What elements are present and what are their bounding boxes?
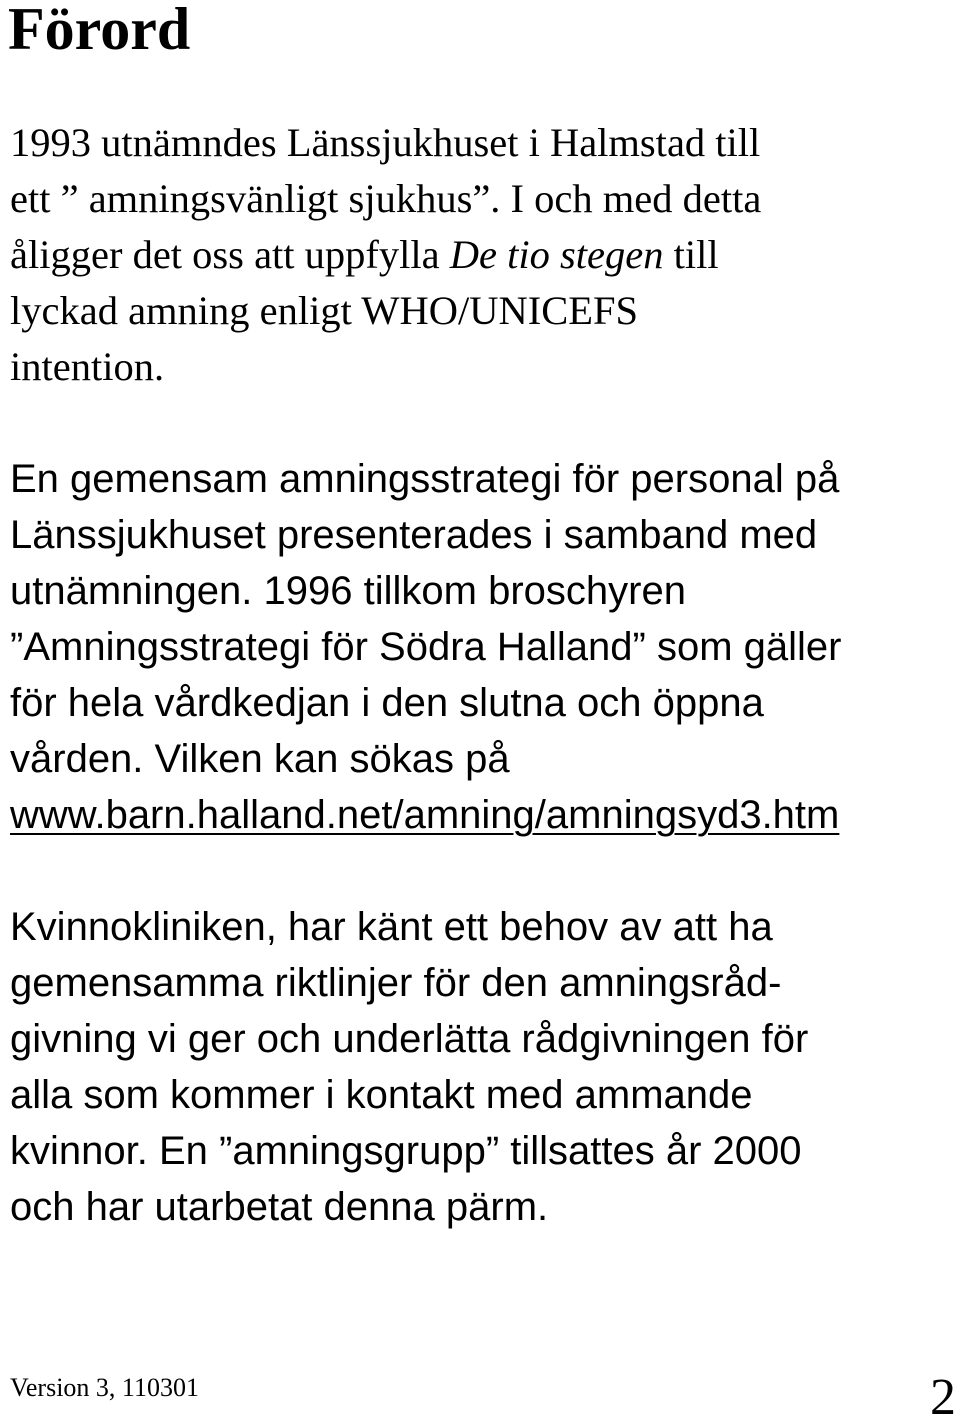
text-line: utnämningen. 1996 tillkom broschyren	[10, 569, 686, 613]
paragraph-designation	[10, 115, 955, 395]
text-line: intention.	[10, 344, 165, 389]
text-line: gemensamma riktlinjer för den amningsråd-	[10, 961, 782, 1005]
paragraph-working-group	[10, 899, 955, 1235]
text-line: vården. Vilken kan sökas på	[10, 737, 510, 781]
emphasized-title: De tio stegen	[449, 232, 664, 277]
text-line: ”Amningsstrategi för Södra Halland” som gäller	[10, 625, 842, 669]
text-line: alla som kommer i kontakt med ammande	[10, 1073, 753, 1117]
paragraph-strategy	[10, 451, 955, 843]
text-line: givning vi ger och underlätta rådgivningen för	[10, 1017, 809, 1061]
text-line: kvinnor. En ”amningsgrupp” tillsattes år 2000	[10, 1129, 802, 1173]
text-line: Länssjukhuset presenterades i samband med	[10, 513, 818, 557]
text-line: 1993 utnämndes Länssjukhuset i Halmstad till	[10, 120, 761, 165]
website-link[interactable]: www.barn.halland.net/amning/amningsyd3.htm	[10, 793, 840, 837]
text-line: En gemensam amningsstrategi för personal på	[10, 457, 840, 501]
text-line: ett ” amningsvänligt sjukhus”. I och med detta	[10, 176, 762, 221]
text-line: Kvinnokliniken, har känt ett behov av att ha	[10, 905, 773, 949]
text-segment: åligger det oss att uppfylla	[10, 232, 450, 277]
text-line: lyckad amning enligt WHO/UNICEFS	[10, 288, 639, 333]
text-segment: till	[663, 232, 719, 277]
footer-version: Version 3, 110301	[10, 1373, 199, 1402]
text-line: och har utarbetat denna pärm.	[10, 1185, 549, 1229]
text-line: för hela vårdkedjan i den slutna och öppna	[10, 681, 764, 725]
text-line	[10, 227, 955, 283]
page-title: Förord	[8, 0, 191, 62]
page-number: 2	[930, 1369, 956, 1426]
